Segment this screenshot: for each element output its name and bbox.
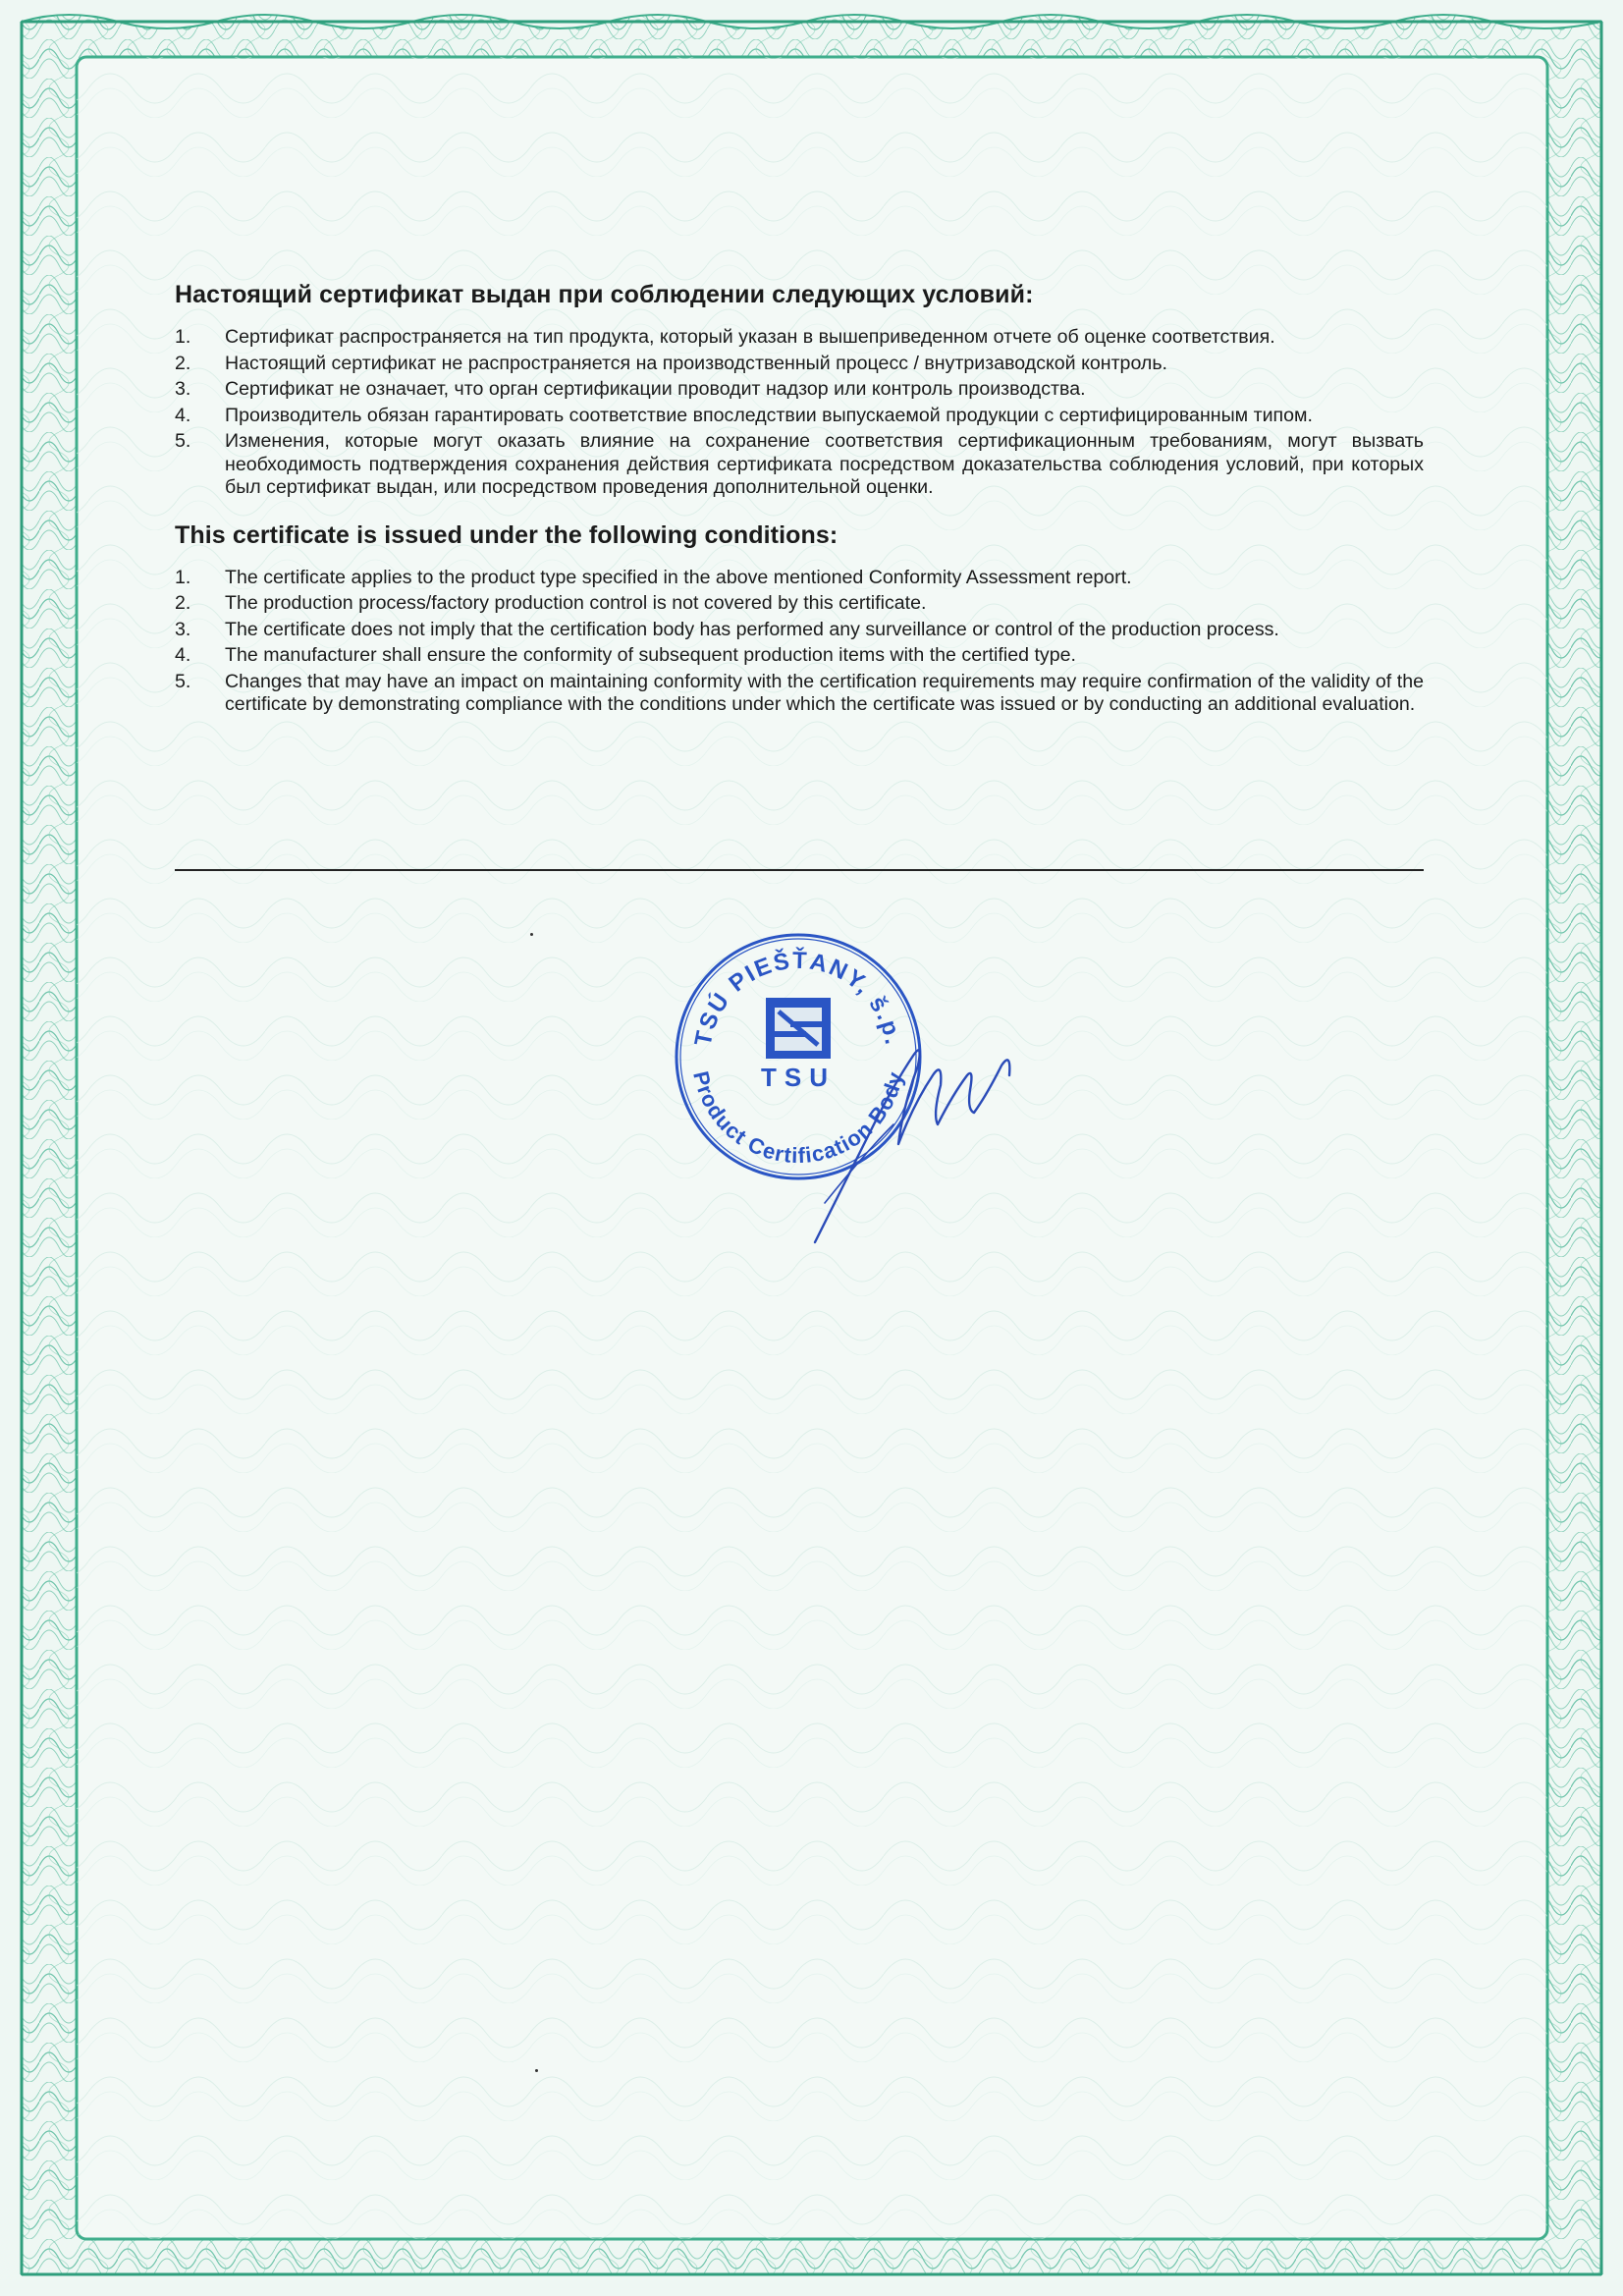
- list-item: [175, 592, 1424, 616]
- item-text: The certificate applies to the product type specified in the above mentioned Conformity Assessment report.: [225, 566, 1132, 588]
- russian-conditions-list: [175, 326, 1424, 500]
- item-number: 4.: [175, 404, 191, 426]
- stamp-top-text: TSÚ PIEŠŤANY, š.p.: [689, 947, 907, 1049]
- list-item: [175, 353, 1424, 376]
- item-number: 4.: [175, 644, 191, 666]
- item-number: 2.: [175, 592, 191, 614]
- conditions-content: [175, 281, 1424, 720]
- list-item: [175, 405, 1424, 428]
- list-item: [175, 671, 1424, 717]
- ink-speck: [535, 2069, 538, 2072]
- item-text: Сертификат не означает, что орган сертификации проводит надзор или контроль производства.: [225, 378, 1086, 400]
- list-item: [175, 326, 1424, 350]
- russian-heading: Настоящий сертификат выдан при соблюдении следующих условий:: [175, 281, 1034, 308]
- item-number: 3.: [175, 618, 191, 640]
- item-number: 5.: [175, 670, 191, 692]
- stamp-bottom-text: Product Certification Body: [688, 1068, 908, 1169]
- item-text: Сертификат распространяется на тип продукта, который указан в вышеприведенном отчете об оценке соответствия.: [225, 326, 1275, 348]
- english-conditions-list: [175, 567, 1424, 717]
- english-heading: This certificate is issued under the following conditions:: [175, 520, 839, 549]
- item-text: Изменения, которые могут оказать влияние на сохранение соответствия сертификационным требованиям, могут вызвать необходимость подтверждения сохранения действия сертификата посредством доказательства соблюдения условий, при которых был сертификат выдан, или посредством проведения дополнительной оценки.: [225, 430, 1424, 498]
- signature: [805, 1007, 1031, 1252]
- item-text: The manufacturer shall ensure the conformity of subsequent production items with the certified type.: [225, 644, 1076, 666]
- list-item: [175, 430, 1424, 500]
- stamp-logo-text: TSU: [761, 1063, 836, 1092]
- item-text: Changes that may have an impact on maintaining conformity with the certification requirements may require confirmation of the validity of the certificate by demonstrating compliance with the conditions under which the certificate was issued or by conducting an additional evaluation.: [225, 670, 1424, 715]
- list-item: [175, 567, 1424, 590]
- ink-speck: [530, 933, 533, 936]
- item-text: The production process/factory production control is not covered by this certificate.: [225, 592, 927, 614]
- item-text: The certificate does not imply that the certification body has performed any surveillance or control of the production process.: [225, 618, 1279, 640]
- item-number: 2.: [175, 352, 191, 374]
- list-item: [175, 378, 1424, 402]
- item-number: 5.: [175, 430, 191, 452]
- item-number: 1.: [175, 326, 191, 348]
- item-text: Настоящий сертификат не распространяется на производственный процесс / внутризаводской контроль.: [225, 352, 1167, 374]
- item-text: Производитель обязан гарантировать соответствие впоследствии выпускаемой продукции с сертифицированным типом.: [225, 404, 1313, 426]
- list-item: [175, 644, 1424, 668]
- item-number: 1.: [175, 566, 191, 588]
- list-item: [175, 619, 1424, 642]
- item-number: 3.: [175, 378, 191, 400]
- separator-line: [175, 869, 1424, 871]
